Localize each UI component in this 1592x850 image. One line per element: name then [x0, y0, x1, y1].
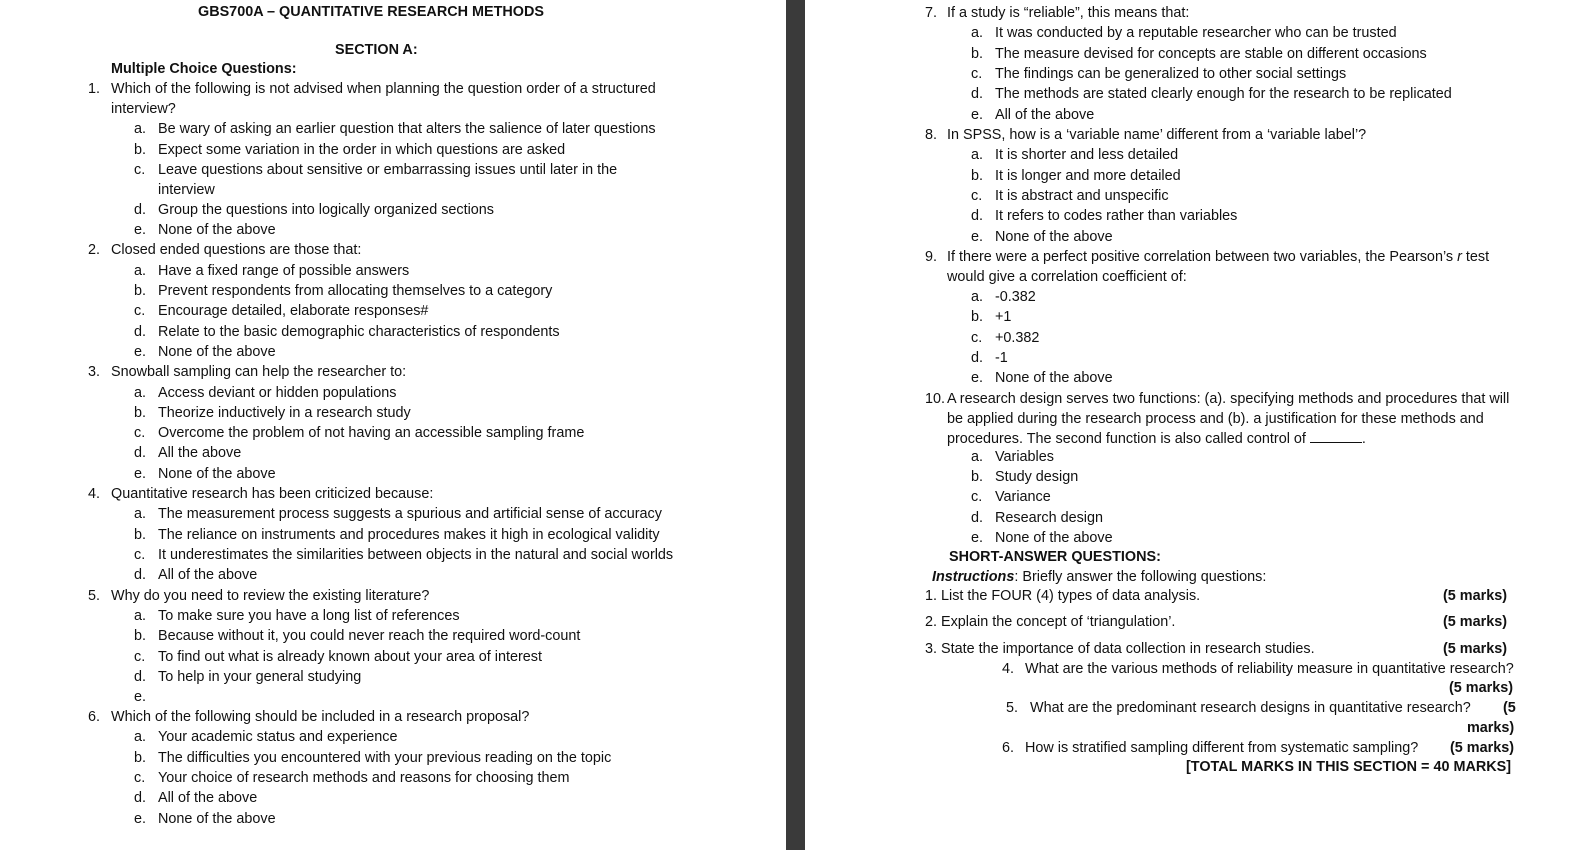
option-text: To make sure you have a long list of references [158, 608, 460, 624]
option-letter: c. [134, 649, 146, 665]
option-letter: d. [134, 445, 147, 461]
question-text: Closed ended questions are those that: [111, 242, 362, 258]
option-text: Your academic status and experience [158, 729, 398, 745]
question-text: Which of the following is not advised when planning the question order of a structured [111, 81, 656, 97]
option-text: None of the above [995, 370, 1113, 386]
option-letter: e. [971, 107, 984, 123]
option-text: Research design [995, 510, 1103, 526]
question-text: If a study is “reliable”, this means that: [947, 5, 1190, 21]
option-letter: e. [134, 811, 147, 827]
question-number: 10. [925, 391, 946, 407]
option-text: +1 [995, 309, 1012, 325]
option-letter: e. [134, 222, 147, 238]
short-question: What are the predominant research designs in quantitative research? [1030, 700, 1471, 716]
option-text: -0.382 [995, 289, 1036, 305]
question-number: 2. [88, 242, 101, 258]
option-letter: b. [971, 46, 984, 62]
option-text: The reliance on instruments and procedures makes it high in ecological validity [158, 527, 660, 543]
question-text: Snowball sampling can help the researcher to: [111, 364, 407, 380]
option-letter: e. [971, 370, 984, 386]
option-letter: b. [134, 527, 147, 543]
page-divider [786, 0, 805, 850]
option-text: Because without it, you could never reach the required word-count [158, 628, 581, 644]
option-letter: e. [134, 689, 147, 705]
option-text: The findings can be generalized to other social settings [995, 66, 1347, 82]
option-letter: b. [971, 168, 984, 184]
question-text: Quantitative research has been criticized because: [111, 486, 434, 502]
option-letter: d. [134, 567, 147, 583]
option-text: It is longer and more detailed [995, 168, 1181, 184]
option-text: The methods are stated clearly enough for the research to be replicated [995, 86, 1452, 102]
marks-label: (5 [1503, 700, 1516, 716]
option-letter: a. [134, 263, 147, 279]
short-question-number: 6. [1002, 740, 1015, 756]
question-number: 4. [88, 486, 101, 502]
short-answer-heading: SHORT-ANSWER QUESTIONS: [949, 549, 1161, 565]
option-letter: a. [134, 121, 147, 137]
option-letter: e. [971, 530, 984, 546]
short-question: 2. Explain the concept of ‘triangulation’. [925, 614, 1176, 630]
section-heading: SECTION A: [335, 42, 418, 58]
option-text: All the above [158, 445, 242, 461]
option-letter: c. [971, 188, 983, 204]
option-text: Theorize inductively in a research study [158, 405, 411, 421]
marks-label: (5 marks) [1449, 680, 1513, 696]
option-text: +0.382 [995, 330, 1040, 346]
option-letter: d. [134, 669, 147, 685]
question-number: 9. [925, 249, 938, 265]
marks-label: (5 marks) [1443, 641, 1507, 657]
option-text: -1 [995, 350, 1008, 366]
option-text: It is shorter and less detailed [995, 147, 1179, 163]
option-letter: e. [134, 466, 147, 482]
option-text: Access deviant or hidden populations [158, 385, 397, 401]
option-letter: c. [134, 770, 146, 786]
instructions: Instructions: Briefly answer the following questions: [932, 569, 1267, 585]
question-text: procedures. The second function is also called control of . [947, 431, 1366, 447]
option-letter: c. [134, 303, 146, 319]
option-letter: c. [971, 330, 983, 346]
option-letter: a. [134, 506, 147, 522]
option-letter: d. [134, 790, 147, 806]
option-text: Study design [995, 469, 1079, 485]
left-page [0, 0, 786, 850]
option-text: None of the above [158, 811, 276, 827]
option-text: All of the above [158, 567, 258, 583]
option-text: None of the above [995, 229, 1113, 245]
option-letter: a. [971, 25, 984, 41]
option-letter: b. [134, 405, 147, 421]
option-letter: a. [134, 729, 147, 745]
marks-label: (5 marks) [1450, 740, 1514, 756]
option-text: Overcome the problem of not having an accessible sampling frame [158, 425, 585, 441]
option-text: Have a fixed range of possible answers [158, 263, 410, 279]
option-text: Relate to the basic demographic characteristics of respondents [158, 324, 560, 340]
option-text: Be wary of asking an earlier question that alters the salience of later questions [158, 121, 656, 137]
option-letter: b. [134, 628, 147, 644]
option-text: None of the above [158, 344, 276, 360]
option-letter: b. [971, 309, 984, 325]
option-text: All of the above [995, 107, 1095, 123]
option-text: None of the above [158, 466, 276, 482]
option-text: Expect some variation in the order in which questions are asked [158, 142, 566, 158]
question-number: 7. [925, 5, 938, 21]
option-letter: d. [971, 86, 984, 102]
option-text: It underestimates the similarities between objects in the natural and social worlds [158, 547, 674, 563]
option-text: The measure devised for concepts are stable on different occasions [995, 46, 1427, 62]
option-letter: d. [134, 202, 147, 218]
question-text: interview? [111, 101, 176, 117]
marks-label: marks) [1467, 720, 1515, 736]
option-text: None of the above [158, 222, 276, 238]
option-letter: c. [971, 489, 983, 505]
option-letter: b. [134, 750, 147, 766]
option-text: All of the above [158, 790, 258, 806]
option-letter: a. [971, 147, 984, 163]
option-letter: b. [134, 142, 147, 158]
option-letter: d. [971, 208, 984, 224]
question-text: If there were a perfect positive correlation between two variables, the Pearson’s r test [947, 249, 1490, 265]
option-letter: c. [971, 66, 983, 82]
question-number: 3. [88, 364, 101, 380]
option-text: Your choice of research methods and reasons for choosing them [158, 770, 570, 786]
short-question-number: 4. [1002, 661, 1015, 677]
option-text: It refers to codes rather than variables [995, 208, 1238, 224]
option-letter: a. [971, 289, 984, 305]
option-text: Variables [995, 449, 1054, 465]
option-text: Variance [995, 489, 1051, 505]
option-letter: a. [134, 385, 147, 401]
mcq-heading: Multiple Choice Questions: [111, 61, 297, 77]
option-text: None of the above [995, 530, 1113, 546]
option-letter: d. [971, 510, 984, 526]
option-text: Prevent respondents from allocating themselves to a category [158, 283, 553, 299]
question-number: 1. [88, 81, 101, 97]
question-text: A research design serves two functions: (a). specifying methods and procedures that will [947, 391, 1510, 407]
document-title: GBS700A – QUANTITATIVE RESEARCH METHODS [198, 4, 544, 20]
option-letter: b. [134, 283, 147, 299]
option-letter: c. [134, 425, 146, 441]
short-question: 1. List the FOUR (4) types of data analysis. [925, 588, 1201, 604]
option-text: To help in your general studying [158, 669, 362, 685]
option-text: The measurement process suggests a spurious and artificial sense of accuracy [158, 506, 662, 522]
short-question: What are the various methods of reliability measure in quantitative research? [1025, 661, 1514, 677]
marks-label: (5 marks) [1443, 614, 1507, 630]
option-letter: a. [971, 449, 984, 465]
option-text: It is abstract and unspecific [995, 188, 1169, 204]
option-letter: a. [134, 608, 147, 624]
right-page [805, 0, 1592, 850]
option-letter: c. [134, 547, 146, 563]
marks-label: (5 marks) [1443, 588, 1507, 604]
r-symbol: r [1457, 249, 1462, 265]
option-text: To find out what is already known about your area of interest [158, 649, 542, 665]
total-marks: [TOTAL MARKS IN THIS SECTION = 40 MARKS] [1186, 759, 1512, 775]
question-text: Which of the following should be included in a research proposal? [111, 709, 530, 725]
option-text: Group the questions into logically organized sections [158, 202, 494, 218]
answer-blank [1310, 430, 1362, 443]
question-number: 6. [88, 709, 101, 725]
question-text: be applied during the research process and (b). a justification for these methods and [947, 411, 1484, 427]
option-text: The difficulties you encountered with your previous reading on the topic [158, 750, 612, 766]
option-text: It was conducted by a reputable researcher who can be trusted [995, 25, 1397, 41]
question-text: would give a correlation coefficient of: [947, 269, 1187, 285]
question-text: In SPSS, how is a ‘variable name’ different from a ‘variable label’? [947, 127, 1367, 143]
option-letter: d. [134, 324, 147, 340]
short-question: 3. State the importance of data collection in research studies. [925, 641, 1315, 657]
option-letter: c. [134, 162, 146, 178]
question-number: 5. [88, 588, 101, 604]
short-question: How is stratified sampling different from systematic sampling? [1025, 740, 1419, 756]
option-text: Encourage detailed, elaborate responses# [158, 303, 429, 319]
option-text: interview [158, 182, 215, 198]
option-letter: b. [971, 469, 984, 485]
question-text: Why do you need to review the existing literature? [111, 588, 430, 604]
short-question-number: 5. [1006, 700, 1019, 716]
option-letter: e. [971, 229, 984, 245]
question-number: 8. [925, 127, 938, 143]
option-letter: d. [971, 350, 984, 366]
option-letter: e. [134, 344, 147, 360]
option-text: Leave questions about sensitive or embarrassing issues until later in the [158, 162, 618, 178]
